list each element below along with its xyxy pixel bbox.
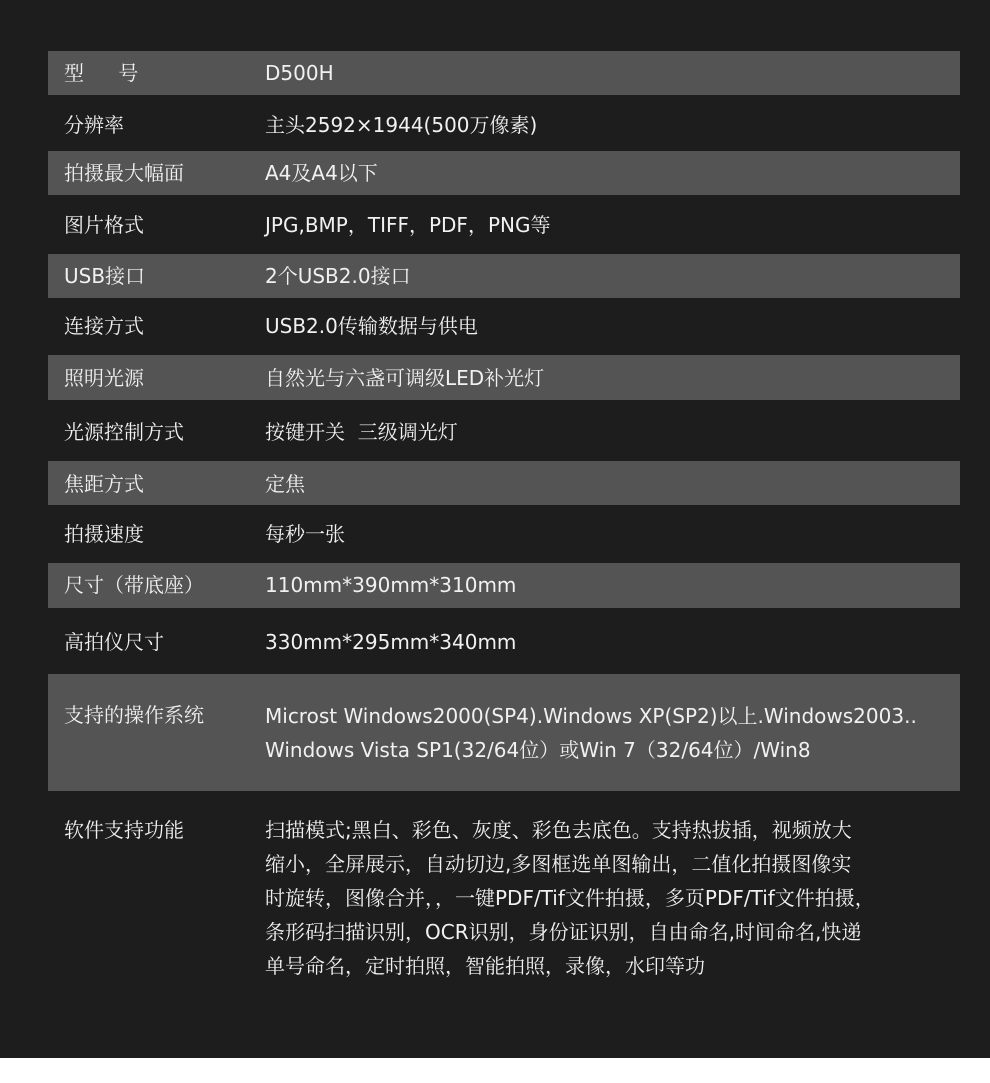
spec-row-resolution (48, 101, 960, 149)
spec-value: JPG,BMP，TIFF，PDF，PNG等 (265, 213, 551, 237)
spec-label: 尺寸（带底座） (64, 573, 204, 597)
spec-row-software-features (48, 793, 960, 993)
spec-label: 拍摄速度 (64, 522, 144, 546)
spec-value: 自然光与六盏可调级LED补光灯 (265, 366, 545, 390)
spec-value: 330mm*295mm*340mm (265, 630, 517, 654)
spec-value: A4及A4以下 (265, 161, 378, 185)
spec-row-os-support (48, 674, 960, 791)
spec-label: 连接方式 (64, 314, 144, 338)
spec-value: 每秒一张 (265, 522, 345, 546)
spec-row-image-format (48, 201, 960, 249)
spec-row-lighting (48, 355, 960, 400)
spec-label: USB接口 (64, 264, 146, 288)
spec-value: 扫描模式;黑白、彩色、灰度、彩色去底色。支持热拔插，视频放大 缩小，全屏展示，自动切边,多图框选单图输出，二值化拍摄图像实 时旋转，图像合并，，一键PDF/Tif文件拍摄，多页PDF/Tif文件拍摄， 条形码扫描识别，OCR识别，身份证识别，自由命名,时间命名,快递 单号命名，定时拍照，智能拍照，录像，水印等功 (265, 818, 875, 978)
spec-label: 焦距方式 (64, 472, 144, 496)
spec-row-dimensions-base (48, 563, 960, 608)
spec-label: 支持的操作系统 (64, 703, 204, 727)
spec-row-focus (48, 461, 960, 505)
spec-row-model (48, 51, 960, 95)
spec-value: 2个USB2.0接口 (265, 264, 411, 288)
spec-row-max-size (48, 151, 960, 195)
spec-row-speed (48, 511, 960, 559)
spec-value: Microst Windows2000(SP4).Windows XP(SP2)以上.Windows2003.. Windows Vista SP1(32/64位）或Win 7（32/64位）/Win8 (265, 704, 917, 762)
spec-label: 拍摄最大幅面 (64, 161, 184, 185)
spec-label: 高拍仪尺寸 (64, 630, 164, 654)
spec-value: 110mm*390mm*310mm (265, 573, 517, 597)
spec-label: 软件支持功能 (64, 818, 184, 842)
spec-value: USB2.0传输数据与供电 (265, 314, 478, 338)
spec-label: 光源控制方式 (64, 420, 184, 444)
spec-value: 定焦 (265, 472, 305, 496)
spec-label: 照明光源 (64, 366, 144, 390)
spec-row-light-control (48, 406, 960, 458)
spec-label: 图片格式 (64, 213, 144, 237)
spec-label: 型 号 (64, 61, 153, 85)
spec-row-connection (48, 303, 960, 351)
spec-label: 分辨率 (64, 113, 124, 137)
spec-value: D500H (265, 61, 334, 85)
spec-row-device-dimensions (48, 613, 960, 671)
spec-value: 主头2592×1944(500万像素) (265, 113, 538, 137)
spec-value: 按键开关 三级调光灯 (265, 420, 458, 444)
spec-row-usb (48, 254, 960, 298)
